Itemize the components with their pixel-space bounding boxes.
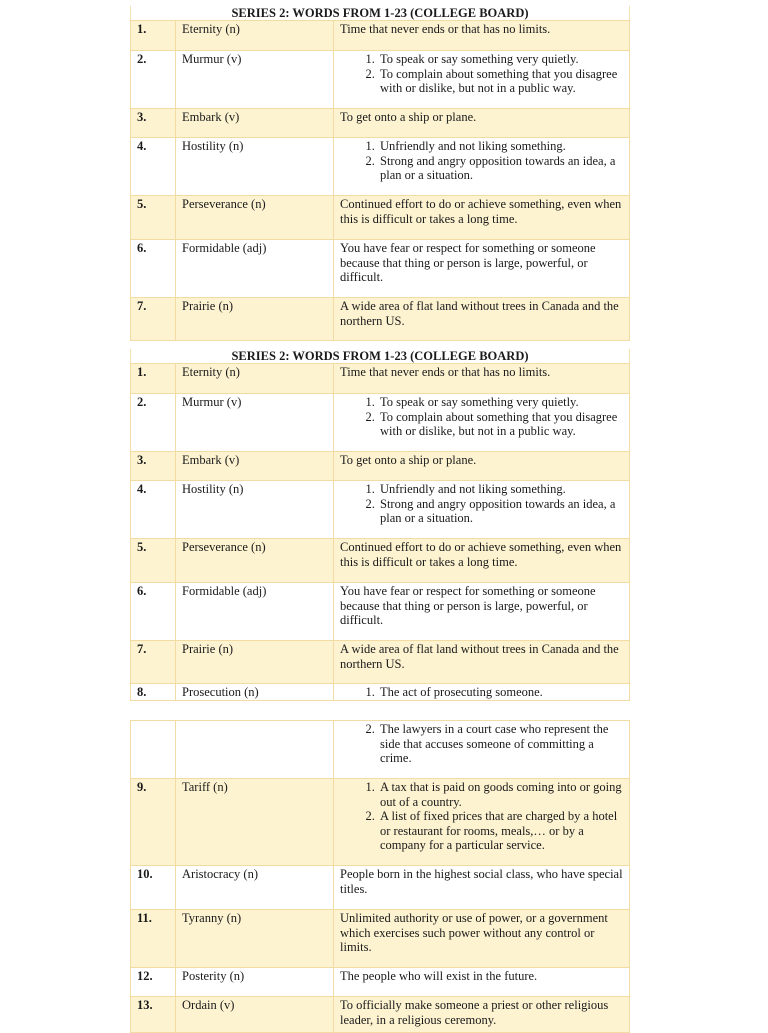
table-title: SERIES 2: WORDS FROM 1-23 (COLLEGE BOARD) — [130, 349, 630, 363]
table-row — [131, 51, 630, 109]
entry-number: 12. — [131, 968, 176, 997]
entry-number: 5. — [131, 539, 176, 583]
entry-word: Embark (v) — [176, 452, 334, 481]
entry-number: 7. — [131, 641, 176, 684]
vocab-table — [130, 363, 630, 701]
entry-word: Ordain (v) — [176, 997, 334, 1033]
entry-word: Hostility (n) — [176, 138, 334, 196]
table-row — [131, 583, 630, 641]
entry-definition — [334, 394, 630, 452]
entry-definition — [334, 721, 630, 779]
entry-number: 3. — [131, 452, 176, 481]
table-row — [131, 298, 630, 341]
definition-item: 1. Unfriendly and not liking something. — [378, 482, 623, 497]
entry-word: Prairie (n) — [176, 298, 334, 341]
entry-number: 2. — [131, 51, 176, 109]
entry-number: 9. — [131, 779, 176, 866]
entry-word: Posterity (n) — [176, 968, 334, 997]
entry-word: Murmur (v) — [176, 394, 334, 452]
entry-word: Prosecution (n) — [176, 684, 334, 701]
table-row — [131, 21, 630, 51]
entry-definition: Continued effort to do or achieve something, even when this is difficult or takes a long time. — [334, 539, 630, 583]
entry-number: 3. — [131, 109, 176, 138]
table-row — [131, 641, 630, 684]
entry-definition — [334, 684, 630, 701]
vocab-table-copy-2 — [130, 349, 630, 701]
definition-item: 1. A tax that is paid on goods coming into or going out of a country. — [378, 780, 623, 809]
definition-item: 2. Strong and angry opposition towards an idea, a plan or a situation. — [378, 154, 623, 183]
entry-definition: To get onto a ship or plane. — [334, 452, 630, 481]
entry-word: Tariff (n) — [176, 779, 334, 866]
entry-word: Formidable (adj) — [176, 240, 334, 298]
entry-definition — [334, 481, 630, 539]
entry-number: 4. — [131, 481, 176, 539]
entry-word: Aristocracy (n) — [176, 866, 334, 910]
entry-definition — [334, 779, 630, 866]
definition-item: 1. To speak or say something very quietly. — [378, 52, 623, 67]
entry-definition: Time that never ends or that has no limits. — [334, 364, 630, 394]
entry-word: Murmur (v) — [176, 51, 334, 109]
table-row — [131, 721, 630, 779]
entry-definition: You have fear or respect for something or someone because that thing or person is large, powerful, or difficult. — [334, 583, 630, 641]
entry-number: 6. — [131, 583, 176, 641]
entry-definition: Time that never ends or that has no limits. — [334, 21, 630, 51]
entry-definition: The people who will exist in the future. — [334, 968, 630, 997]
table-row — [131, 866, 630, 910]
entry-word: Hostility (n) — [176, 481, 334, 539]
table-row — [131, 779, 630, 866]
entry-definition: A wide area of flat land without trees in Canada and the northern US. — [334, 298, 630, 341]
table-row — [131, 968, 630, 997]
entry-definition: You have fear or respect for something or someone because that thing or person is large, powerful, or difficult. — [334, 240, 630, 298]
entry-number: 7. — [131, 298, 176, 341]
vocab-table — [130, 20, 630, 341]
definition-item: 1. Unfriendly and not liking something. — [378, 139, 623, 154]
entry-definition: Unlimited authority or use of power, or a government which exercises such power without any control or limits. — [334, 910, 630, 968]
table-row — [131, 481, 630, 539]
table-row — [131, 452, 630, 481]
definition-item: 2. Strong and angry opposition towards an idea, a plan or a situation. — [378, 497, 623, 526]
table-row — [131, 196, 630, 240]
entry-word: Embark (v) — [176, 109, 334, 138]
entry-number — [131, 721, 176, 779]
entry-number: 2. — [131, 394, 176, 452]
definition-item: 2. To complain about something that you disagree with or dislike, but not in a public way. — [378, 410, 623, 439]
entry-word: Eternity (n) — [176, 21, 334, 51]
entry-number: 4. — [131, 138, 176, 196]
definition-item: 1. The act of prosecuting someone. — [378, 685, 623, 700]
table-row — [131, 364, 630, 394]
entry-number: 8. — [131, 684, 176, 701]
entry-word: Perseverance (n) — [176, 196, 334, 240]
entry-word: Perseverance (n) — [176, 539, 334, 583]
table-row — [131, 910, 630, 968]
table-row — [131, 539, 630, 583]
entry-number: 5. — [131, 196, 176, 240]
table-row — [131, 997, 630, 1033]
entry-number: 1. — [131, 364, 176, 394]
definition-item: 2. The lawyers in a court case who represent the side that accuses someone of committing a crime. — [378, 722, 623, 766]
definition-item: 1. To speak or say something very quietly. — [378, 395, 623, 410]
entry-number: 6. — [131, 240, 176, 298]
entry-definition — [334, 138, 630, 196]
entry-word — [176, 721, 334, 779]
entry-word: Prairie (n) — [176, 641, 334, 684]
definition-item: 2. To complain about something that you disagree with or dislike, but not in a public way. — [378, 67, 623, 96]
entry-definition: To get onto a ship or plane. — [334, 109, 630, 138]
entry-word: Tyranny (n) — [176, 910, 334, 968]
vocab-table-continued — [130, 720, 630, 1033]
entry-word: Formidable (adj) — [176, 583, 334, 641]
entry-number: 1. — [131, 21, 176, 51]
table-row — [131, 394, 630, 452]
entry-definition: To officially make someone a priest or other religious leader, in a religious ceremony. — [334, 997, 630, 1033]
vocab-table-copy-1 — [130, 6, 630, 341]
table-row — [131, 684, 630, 701]
entry-number: 13. — [131, 997, 176, 1033]
entry-definition: Continued effort to do or achieve something, even when this is difficult or takes a long time. — [334, 196, 630, 240]
entry-definition — [334, 51, 630, 109]
table-row — [131, 138, 630, 196]
table-title: SERIES 2: WORDS FROM 1-23 (COLLEGE BOARD) — [130, 6, 630, 20]
table-row — [131, 240, 630, 298]
vocab-table — [130, 720, 630, 1033]
definition-item: 2. A list of fixed prices that are charged by a hotel or restaurant for rooms, meals,… or by a company for a particular service. — [378, 809, 623, 853]
table-row — [131, 109, 630, 138]
entry-number: 11. — [131, 910, 176, 968]
entry-number: 10. — [131, 866, 176, 910]
entry-definition: A wide area of flat land without trees in Canada and the northern US. — [334, 641, 630, 684]
entry-word: Eternity (n) — [176, 364, 334, 394]
entry-definition: People born in the highest social class, who have special titles. — [334, 866, 630, 910]
